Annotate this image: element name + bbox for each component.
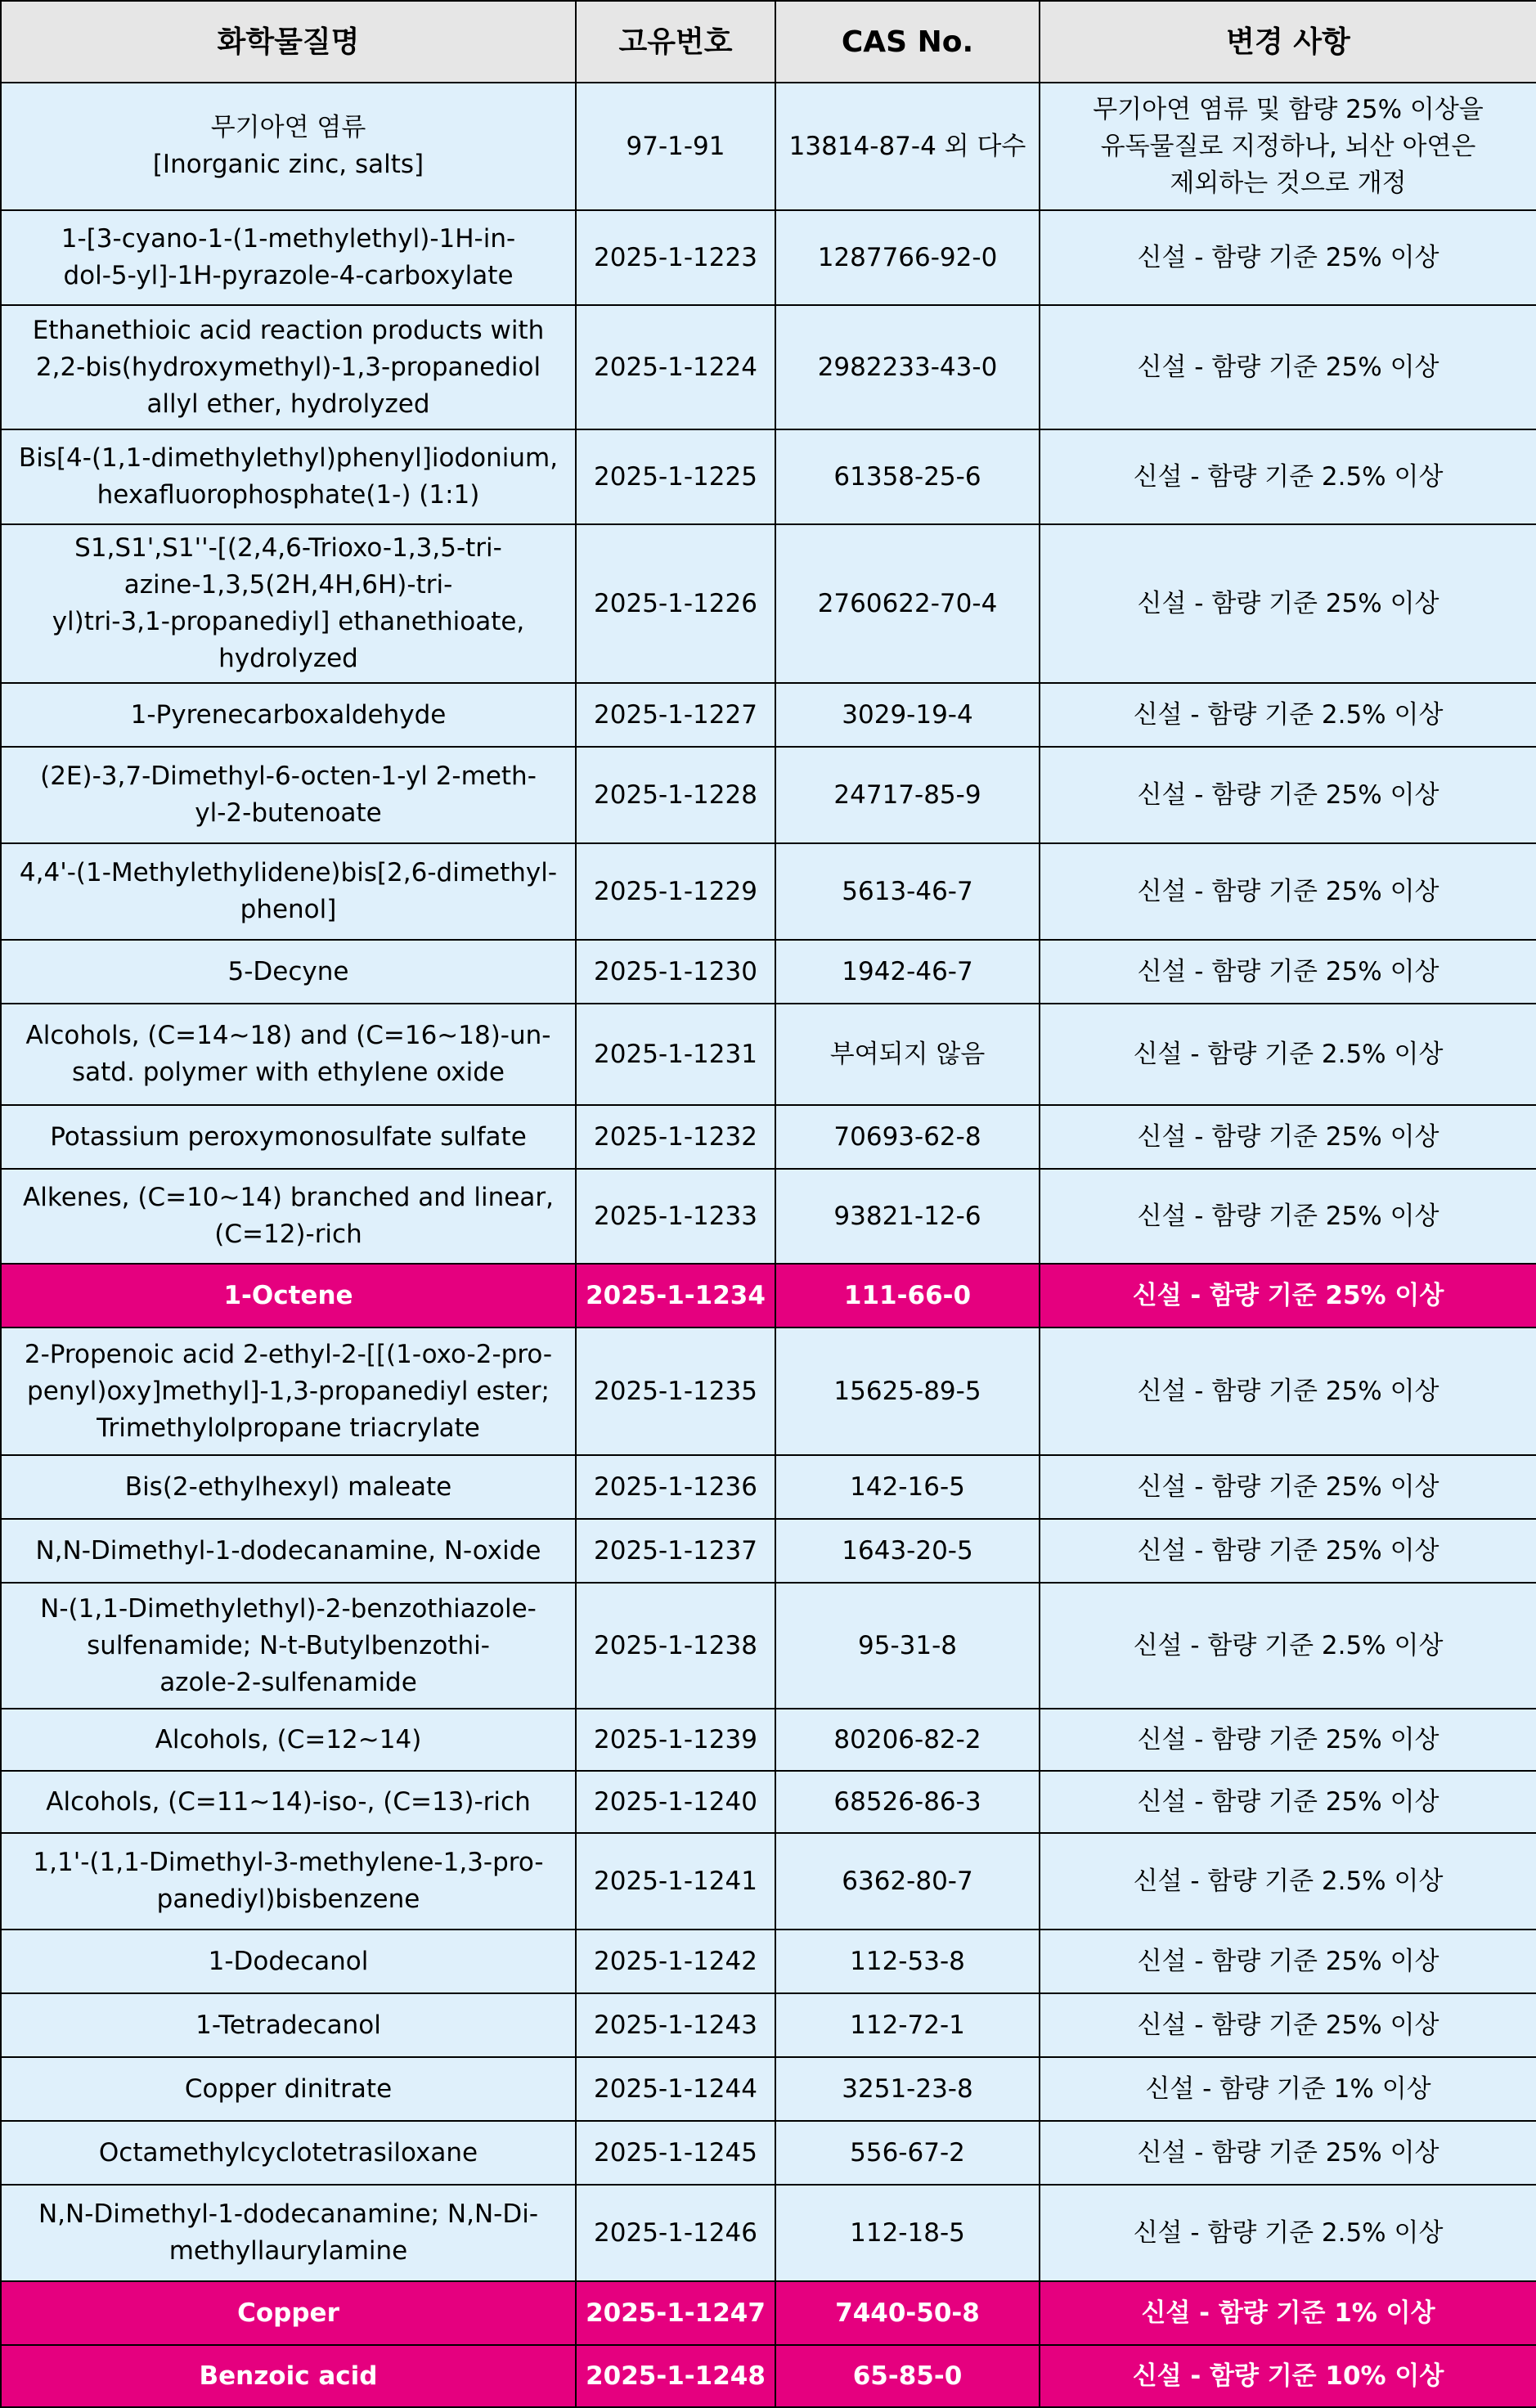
table-row: [1, 1993, 1536, 2057]
cell-change: 신설 - 함량 기준 25% 이상: [1040, 1169, 1536, 1264]
cell-change: 신설 - 함량 기준 2.5% 이상: [1040, 1583, 1536, 1709]
cell-change: 신설 - 함량 기준 25% 이상: [1040, 2121, 1536, 2185]
cell-unique-id: 2025-1-1224: [576, 305, 775, 429]
table-row: [1, 843, 1536, 940]
cell-unique-id: 2025-1-1228: [576, 747, 775, 843]
cell-cas-no: 65-85-0: [775, 2345, 1040, 2407]
cell-cas-no: 3029-19-4: [775, 683, 1040, 747]
table-row: [1, 1930, 1536, 1993]
cell-chemical-name: Potassium peroxymonosulfate sulfate: [1, 1105, 576, 1169]
cell-cas-no: 2982233-43-0: [775, 305, 1040, 429]
table-row: [1, 2057, 1536, 2121]
cell-cas-no: 556-67-2: [775, 2121, 1040, 2185]
cell-cas-no: 부여되지 않음: [775, 1004, 1040, 1105]
cell-cas-no: 112-53-8: [775, 1930, 1040, 1993]
cell-change: 신설 - 함량 기준 25% 이상: [1040, 1105, 1536, 1169]
table-row: [1, 429, 1536, 524]
cell-change: 신설 - 함량 기준 25% 이상: [1040, 1264, 1536, 1328]
cell-cas-no: 61358-25-6: [775, 429, 1040, 524]
table-row: [1, 524, 1536, 683]
cell-cas-no: 1287766-92-0: [775, 210, 1040, 305]
cell-unique-id: 2025-1-1237: [576, 1519, 775, 1583]
cell-unique-id: 2025-1-1245: [576, 2121, 775, 2185]
cell-change: 신설 - 함량 기준 25% 이상: [1040, 1930, 1536, 1993]
table-row: [1, 305, 1536, 429]
cell-chemical-name: 4,4'-(1-Methylethylidene)bis[2,6-dimethyl- phenol]: [1, 843, 576, 940]
header-unique-id: 고유번호: [576, 1, 775, 83]
cell-chemical-name: (2E)-3,7-Dimethyl-6-octen-1-yl 2-meth- yl-2-butenoate: [1, 747, 576, 843]
table-row: [1, 2281, 1536, 2345]
cell-unique-id: 2025-1-1247: [576, 2281, 775, 2345]
cell-cas-no: 112-18-5: [775, 2185, 1040, 2281]
cell-cas-no: 15625-89-5: [775, 1328, 1040, 1455]
cell-cas-no: 5613-46-7: [775, 843, 1040, 940]
cell-chemical-name: Bis(2-ethylhexyl) maleate: [1, 1455, 576, 1519]
cell-change: 무기아연 염류 및 함량 25% 이상을 유독물질로 지정하나, 뇌산 아연은 제외하는 것으로 개정: [1040, 83, 1536, 210]
table-row: [1, 1264, 1536, 1328]
cell-unique-id: 2025-1-1226: [576, 524, 775, 683]
cell-chemical-name: Alkenes, (C=10~14) branched and linear, (C=12)-rich: [1, 1169, 576, 1264]
cell-unique-id: 2025-1-1229: [576, 843, 775, 940]
table-row: [1, 2345, 1536, 2407]
cell-change: 신설 - 함량 기준 25% 이상: [1040, 1519, 1536, 1583]
cell-unique-id: 2025-1-1243: [576, 1993, 775, 2057]
table-row: [1, 940, 1536, 1004]
cell-unique-id: 2025-1-1246: [576, 2185, 775, 2281]
cell-cas-no: 80206-82-2: [775, 1709, 1040, 1771]
cell-chemical-name: 무기아연 염류 [Inorganic zinc, salts]: [1, 83, 576, 210]
header-chemical-name: 화학물질명: [1, 1, 576, 83]
cell-change: 신설 - 함량 기준 25% 이상: [1040, 843, 1536, 940]
cell-chemical-name: Alcohols, (C=12~14): [1, 1709, 576, 1771]
cell-chemical-name: 1-Dodecanol: [1, 1930, 576, 1993]
cell-cas-no: 24717-85-9: [775, 747, 1040, 843]
cell-cas-no: 1643-20-5: [775, 1519, 1040, 1583]
table-row: [1, 2121, 1536, 2185]
cell-chemical-name: 1-Pyrenecarboxaldehyde: [1, 683, 576, 747]
cell-cas-no: 3251-23-8: [775, 2057, 1040, 2121]
header-change: 변경 사항: [1040, 1, 1536, 83]
table-row: [1, 1105, 1536, 1169]
table-row: [1, 1583, 1536, 1709]
cell-unique-id: 2025-1-1235: [576, 1328, 775, 1455]
cell-chemical-name: 1,1'-(1,1-Dimethyl-3-methylene-1,3-pro- panediyl)bisbenzene: [1, 1833, 576, 1930]
table-row: [1, 1771, 1536, 1833]
cell-chemical-name: N,N-Dimethyl-1-dodecanamine, N-oxide: [1, 1519, 576, 1583]
cell-cas-no: 93821-12-6: [775, 1169, 1040, 1264]
cell-unique-id: 2025-1-1241: [576, 1833, 775, 1930]
cell-chemical-name: Copper dinitrate: [1, 2057, 576, 2121]
cell-unique-id: 2025-1-1239: [576, 1709, 775, 1771]
cell-unique-id: 2025-1-1232: [576, 1105, 775, 1169]
table-body: [1, 83, 1536, 2407]
cell-chemical-name: Bis[4-(1,1-dimethylethyl)phenyl]iodonium, hexafluorophosphate(1-) (1:1): [1, 429, 576, 524]
cell-change: 신설 - 함량 기준 25% 이상: [1040, 747, 1536, 843]
cell-unique-id: 2025-1-1244: [576, 2057, 775, 2121]
cell-cas-no: 70693-62-8: [775, 1105, 1040, 1169]
cell-chemical-name: 5-Decyne: [1, 940, 576, 1004]
cell-change: 신설 - 함량 기준 25% 이상: [1040, 1709, 1536, 1771]
table-row: [1, 683, 1536, 747]
table-header: [1, 1, 1536, 83]
cell-chemical-name: 1-[3-cyano-1-(1-methylethyl)-1H-in- dol-5-yl]-1H-pyrazole-4-carboxylate: [1, 210, 576, 305]
cell-cas-no: 6362-80-7: [775, 1833, 1040, 1930]
table-row: [1, 83, 1536, 210]
cell-chemical-name: Ethanethioic acid reaction products with 2,2-bis(hydroxymethyl)-1,3-propanediol allyl ether, hydrolyzed: [1, 305, 576, 429]
cell-change: 신설 - 함량 기준 25% 이상: [1040, 524, 1536, 683]
table-row: [1, 210, 1536, 305]
table-row: [1, 1519, 1536, 1583]
cell-chemical-name: Alcohols, (C=14~18) and (C=16~18)-un- satd. polymer with ethylene oxide: [1, 1004, 576, 1105]
cell-cas-no: 142-16-5: [775, 1455, 1040, 1519]
cell-cas-no: 7440-50-8: [775, 2281, 1040, 2345]
table-row: [1, 1328, 1536, 1455]
cell-chemical-name: Octamethylcyclotetrasiloxane: [1, 2121, 576, 2185]
cell-chemical-name: 1-Octene: [1, 1264, 576, 1328]
cell-cas-no: 112-72-1: [775, 1993, 1040, 2057]
cell-chemical-name: Copper: [1, 2281, 576, 2345]
cell-unique-id: 2025-1-1248: [576, 2345, 775, 2407]
cell-change: 신설 - 함량 기준 25% 이상: [1040, 1455, 1536, 1519]
cell-cas-no: 95-31-8: [775, 1583, 1040, 1709]
cell-unique-id: 2025-1-1234: [576, 1264, 775, 1328]
cell-cas-no: 1942-46-7: [775, 940, 1040, 1004]
cell-change: 신설 - 함량 기준 1% 이상: [1040, 2281, 1536, 2345]
cell-unique-id: 2025-1-1230: [576, 940, 775, 1004]
cell-chemical-name: S1,S1',S1''-[(2,4,6-Trioxo-1,3,5-tri- azine-1,3,5(2H,4H,6H)-tri- yl)tri-3,1-propanediyl] ethanethioate, hydrolyzed: [1, 524, 576, 683]
cell-chemical-name: 2-Propenoic acid 2-ethyl-2-[[(1-oxo-2-pro- penyl)oxy]methyl]-1,3-propanediyl ester; Trimethylolpropane triacrylate: [1, 1328, 576, 1455]
cell-chemical-name: Alcohols, (C=11~14)-iso-, (C=13)-rich: [1, 1771, 576, 1833]
cell-unique-id: 2025-1-1231: [576, 1004, 775, 1105]
cell-unique-id: 2025-1-1233: [576, 1169, 775, 1264]
cell-chemical-name: N,N-Dimethyl-1-dodecanamine; N,N-Di- methyllaurylamine: [1, 2185, 576, 2281]
cell-chemical-name: N-(1,1-Dimethylethyl)-2-benzothiazole- sulfenamide; N-t-Butylbenzothi- azole-2-sulfenamide: [1, 1583, 576, 1709]
cell-unique-id: 2025-1-1238: [576, 1583, 775, 1709]
cell-unique-id: 97-1-91: [576, 83, 775, 210]
cell-change: 신설 - 함량 기준 2.5% 이상: [1040, 2185, 1536, 2281]
cell-unique-id: 2025-1-1242: [576, 1930, 775, 1993]
cell-change: 신설 - 함량 기준 2.5% 이상: [1040, 429, 1536, 524]
cell-cas-no: 111-66-0: [775, 1264, 1040, 1328]
header-row: [1, 1, 1536, 83]
cell-change: 신설 - 함량 기준 1% 이상: [1040, 2057, 1536, 2121]
cell-unique-id: 2025-1-1236: [576, 1455, 775, 1519]
table-row: [1, 1169, 1536, 1264]
cell-change: 신설 - 함량 기준 25% 이상: [1040, 940, 1536, 1004]
table-row: [1, 2185, 1536, 2281]
table-row: [1, 1709, 1536, 1771]
table-row: [1, 1455, 1536, 1519]
cell-change: 신설 - 함량 기준 10% 이상: [1040, 2345, 1536, 2407]
cell-change: 신설 - 함량 기준 2.5% 이상: [1040, 1833, 1536, 1930]
cell-change: 신설 - 함량 기준 25% 이상: [1040, 210, 1536, 305]
cell-change: 신설 - 함량 기준 2.5% 이상: [1040, 683, 1536, 747]
cell-cas-no: 2760622-70-4: [775, 524, 1040, 683]
cell-change: 신설 - 함량 기준 25% 이상: [1040, 1993, 1536, 2057]
cell-change: 신설 - 함량 기준 25% 이상: [1040, 305, 1536, 429]
table-row: [1, 747, 1536, 843]
cell-chemical-name: 1-Tetradecanol: [1, 1993, 576, 2057]
cell-chemical-name: Benzoic acid: [1, 2345, 576, 2407]
cell-unique-id: 2025-1-1240: [576, 1771, 775, 1833]
cell-unique-id: 2025-1-1227: [576, 683, 775, 747]
table-row: [1, 1004, 1536, 1105]
header-cas-no: CAS No.: [775, 1, 1040, 83]
cell-unique-id: 2025-1-1223: [576, 210, 775, 305]
table-row: [1, 1833, 1536, 1930]
cell-change: 신설 - 함량 기준 2.5% 이상: [1040, 1004, 1536, 1105]
cell-cas-no: 68526-86-3: [775, 1771, 1040, 1833]
cell-change: 신설 - 함량 기준 25% 이상: [1040, 1771, 1536, 1833]
cell-cas-no: 13814-87-4 외 다수: [775, 83, 1040, 210]
cell-unique-id: 2025-1-1225: [576, 429, 775, 524]
cell-change: 신설 - 함량 기준 25% 이상: [1040, 1328, 1536, 1455]
